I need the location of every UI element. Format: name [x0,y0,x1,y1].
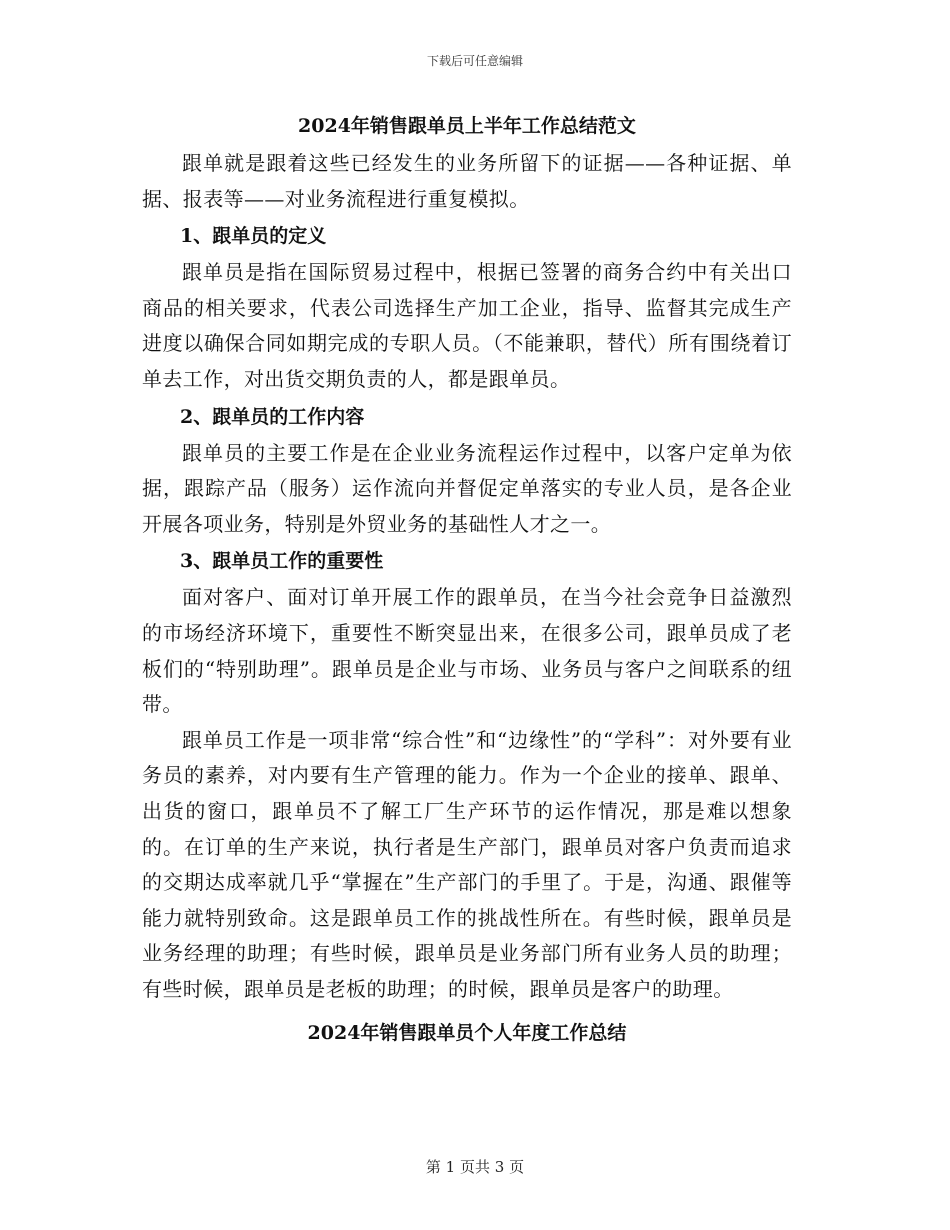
section-heading-importance: 3、跟单员工作的重要性 [180,550,384,573]
section-paragraph: 跟单员的主要工作是在企业业务流程运作过程中，以客户定单为依据，跟踪产品（服务）运作流向并督促定单落实的专业人员，是各企业开展各项业务，特别是外贸业务的基础性人才之一。 [142,440,792,536]
section-paragraph: 跟单员工作是一项非常“综合性”和“边缘性”的“学科”：对外要有业务员的素养，对内要有生产管理的能力。作为一个企业的接单、跟单、出货的窗口，跟单员不了解工厂生产环节的运作情况，那是难以想象的。在订单的生产来说，执行者是生产部门，跟单员对客户负责而追求的交期达成率就几乎“掌握在”生产部门的手里了。于是，沟通、跟催等能力就特别致命。这是跟单员工作的挑战性所在。有些时候，跟单员是业务经理的助理；有些时候，跟单员是业务部门所有业务人员的助理；有些时候，跟单员是老板的助理；的时候，跟单员是客户的助理。 [142,727,792,1001]
page-number: 第 1 页共 3 页 [425,1158,525,1176]
next-document-title: 2024年销售跟单员个人年度工作总结 [307,1022,627,1045]
section-heading-work-content: 2、跟单员的工作内容 [180,405,365,428]
intro-paragraph: 跟单就是跟着这些已经发生的业务所留下的证据——各种证据、单据、报表等——对业务流程进行重复模拟。 [142,151,792,211]
header-note: 下载后可任意编辑 [426,54,523,68]
section-paragraph: 跟单员是指在国际贸易过程中，根据已签署的商务合约中有关出口商品的相关要求，代表公司选择生产加工企业，指导、监督其完成生产进度以确保合同如期完成的专职人员。（不能兼职，替代）所有围绕着订单去工作，对出货交期负责的人，都是跟单员。 [142,260,792,391]
document-body [142,108,792,1051]
section-paragraph: 面对客户、面对订单开展工作的跟单员，在当今社会竞争日益激烈的市场经济环境下，重要性不断突显出来，在很多公司，跟单员成了老板们的“特别助理”。跟单员是企业与市场、业务员与客户之间联系的纽带。 [142,585,792,717]
section-heading-definition: 1、跟单员的定义 [180,225,327,248]
document-title: 2024年销售跟单员上半年工作总结范文 [298,115,636,137]
